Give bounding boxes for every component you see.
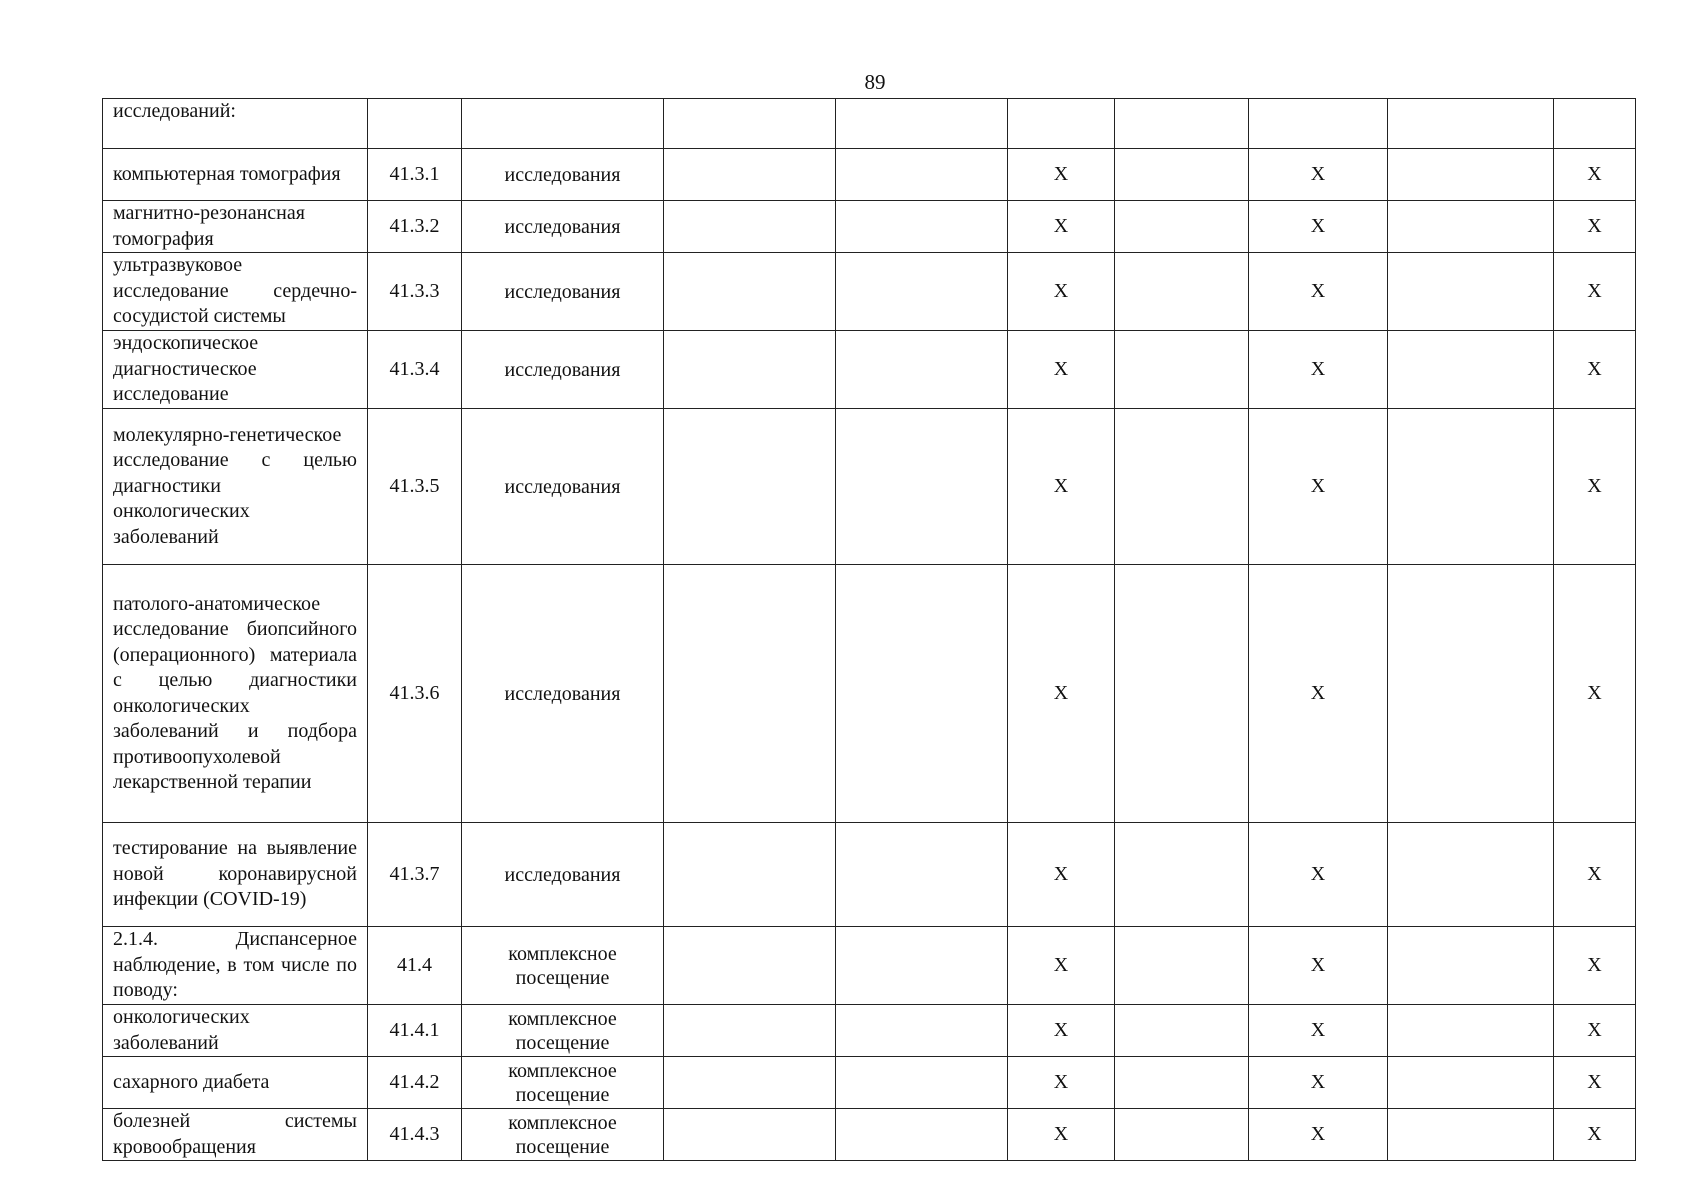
row-mark-3: X: [1554, 331, 1636, 409]
empty-cell: [664, 927, 836, 1005]
row-name: онкологических заболеваний: [103, 1005, 368, 1057]
empty-cell: [1388, 253, 1554, 331]
row-mark-3: X: [1554, 1057, 1636, 1109]
row-unit: исследования: [462, 565, 664, 823]
row-unit: исследования: [462, 409, 664, 565]
empty-cell: [836, 149, 1008, 201]
row-unit: комплексное посещение: [462, 1057, 664, 1109]
row-code: 41.3.7: [368, 823, 462, 927]
row-mark-3: X: [1554, 409, 1636, 565]
row-code: [368, 99, 462, 149]
row-mark-2: X: [1249, 927, 1388, 1005]
table-row: [103, 823, 1636, 927]
row-name: эндоскопическое диагностическое исследование: [103, 331, 368, 409]
row-mark-2: X: [1249, 149, 1388, 201]
empty-cell: [836, 1005, 1008, 1057]
table-row: [103, 331, 1636, 409]
table-row: [103, 99, 1636, 149]
empty-cell: [836, 201, 1008, 253]
row-code: 41.4.3: [368, 1109, 462, 1161]
empty-cell: [1388, 1057, 1554, 1109]
row-unit: исследования: [462, 331, 664, 409]
empty-cell: [1388, 823, 1554, 927]
empty-cell: [1115, 823, 1249, 927]
row-code: 41.3.2: [368, 201, 462, 253]
table-row: [103, 1005, 1636, 1057]
table-row: [103, 409, 1636, 565]
row-mark-3: X: [1554, 149, 1636, 201]
row-name: исследований:: [103, 99, 368, 149]
empty-cell: [1115, 331, 1249, 409]
empty-cell: [1115, 1057, 1249, 1109]
empty-cell: [1115, 99, 1249, 149]
empty-cell: [1115, 1109, 1249, 1161]
empty-cell: [836, 253, 1008, 331]
row-unit: исследования: [462, 201, 664, 253]
empty-cell: [1115, 1005, 1249, 1057]
row-unit: исследования: [462, 149, 664, 201]
table-row: [103, 253, 1636, 331]
row-mark-1: X: [1008, 331, 1115, 409]
row-code: 41.3.3: [368, 253, 462, 331]
table-row: [103, 1109, 1636, 1161]
row-code: 41.3.4: [368, 331, 462, 409]
row-mark-1: X: [1008, 149, 1115, 201]
row-unit: исследования: [462, 823, 664, 927]
row-mark-1: X: [1008, 253, 1115, 331]
empty-cell: [1388, 1109, 1554, 1161]
empty-cell: [836, 331, 1008, 409]
empty-cell: [1115, 927, 1249, 1005]
empty-cell: [1388, 409, 1554, 565]
empty-cell: [836, 1109, 1008, 1161]
row-mark-2: X: [1249, 1057, 1388, 1109]
empty-cell: [836, 409, 1008, 565]
row-mark-2: [1249, 99, 1388, 149]
row-mark-2: X: [1249, 331, 1388, 409]
row-name: тестирование на выявление новой коронавирусной инфекции (COVID-19): [103, 823, 368, 927]
row-mark-3: X: [1554, 1005, 1636, 1057]
empty-cell: [664, 201, 836, 253]
row-code: 41.4.2: [368, 1057, 462, 1109]
empty-cell: [664, 99, 836, 149]
empty-cell: [1388, 331, 1554, 409]
empty-cell: [664, 331, 836, 409]
empty-cell: [1115, 409, 1249, 565]
row-unit: исследования: [462, 253, 664, 331]
row-name: 2.1.4. Диспансерное наблюдение, в том числе по поводу:: [103, 927, 368, 1005]
row-mark-1: X: [1008, 409, 1115, 565]
row-mark-3: X: [1554, 201, 1636, 253]
empty-cell: [664, 149, 836, 201]
page-number: 89: [864, 70, 886, 94]
empty-cell: [664, 1109, 836, 1161]
row-mark-3: X: [1554, 253, 1636, 331]
row-code: 41.4: [368, 927, 462, 1005]
row-mark-1: X: [1008, 565, 1115, 823]
empty-cell: [1115, 149, 1249, 201]
row-unit: комплексное посещение: [462, 927, 664, 1005]
row-name: магнитно-резонансная томография: [103, 201, 368, 253]
row-mark-1: X: [1008, 1109, 1115, 1161]
empty-cell: [664, 1005, 836, 1057]
empty-cell: [1115, 565, 1249, 823]
empty-cell: [664, 823, 836, 927]
empty-cell: [1115, 253, 1249, 331]
empty-cell: [1388, 201, 1554, 253]
row-code: 41.3.6: [368, 565, 462, 823]
row-mark-3: X: [1554, 823, 1636, 927]
empty-cell: [836, 99, 1008, 149]
empty-cell: [664, 1057, 836, 1109]
row-unit: комплексное посещение: [462, 1005, 664, 1057]
empty-cell: [1388, 927, 1554, 1005]
empty-cell: [664, 253, 836, 331]
row-code: 41.4.1: [368, 1005, 462, 1057]
row-mark-2: X: [1249, 1005, 1388, 1057]
row-mark-1: X: [1008, 927, 1115, 1005]
empty-cell: [664, 409, 836, 565]
row-name: болезней системы кровообращения: [103, 1109, 368, 1161]
row-mark-3: X: [1554, 565, 1636, 823]
row-mark-2: X: [1249, 565, 1388, 823]
table-row: [103, 201, 1636, 253]
row-name: молекулярно-генетическое исследование с целью диагностики онкологических заболеваний: [103, 409, 368, 565]
table-row: [103, 149, 1636, 201]
row-name: компьютерная томография: [103, 149, 368, 201]
row-mark-2: X: [1249, 823, 1388, 927]
row-unit: комплексное посещение: [462, 1109, 664, 1161]
row-mark-1: X: [1008, 1005, 1115, 1057]
row-mark-1: [1008, 99, 1115, 149]
row-code: 41.3.1: [368, 149, 462, 201]
row-mark-3: X: [1554, 1109, 1636, 1161]
row-mark-1: X: [1008, 823, 1115, 927]
empty-cell: [836, 565, 1008, 823]
row-name: сахарного диабета: [103, 1057, 368, 1109]
empty-cell: [836, 1057, 1008, 1109]
empty-cell: [1388, 149, 1554, 201]
row-mark-2: X: [1249, 201, 1388, 253]
empty-cell: [1388, 1005, 1554, 1057]
table-row: [103, 565, 1636, 823]
empty-cell: [1115, 201, 1249, 253]
row-name: патолого-анатомическое исследование биопсийного (операционного) материала с целью диагностики онкологических заболеваний и подбора противоопухолевой лекарственной терапии: [103, 565, 368, 823]
empty-cell: [1388, 99, 1554, 149]
empty-cell: [836, 927, 1008, 1005]
table-row: [103, 1057, 1636, 1109]
row-mark-2: X: [1249, 253, 1388, 331]
row-mark-2: X: [1249, 409, 1388, 565]
table-row: [103, 927, 1636, 1005]
row-mark-3: [1554, 99, 1636, 149]
row-name: ультразвуковое исследование сердечно-сосудистой системы: [103, 253, 368, 331]
data-table: [102, 98, 1636, 1161]
empty-cell: [664, 565, 836, 823]
row-code: 41.3.5: [368, 409, 462, 565]
row-mark-3: X: [1554, 927, 1636, 1005]
row-mark-1: X: [1008, 201, 1115, 253]
row-mark-2: X: [1249, 1109, 1388, 1161]
empty-cell: [1388, 565, 1554, 823]
empty-cell: [836, 823, 1008, 927]
row-mark-1: X: [1008, 1057, 1115, 1109]
row-unit: [462, 99, 664, 149]
